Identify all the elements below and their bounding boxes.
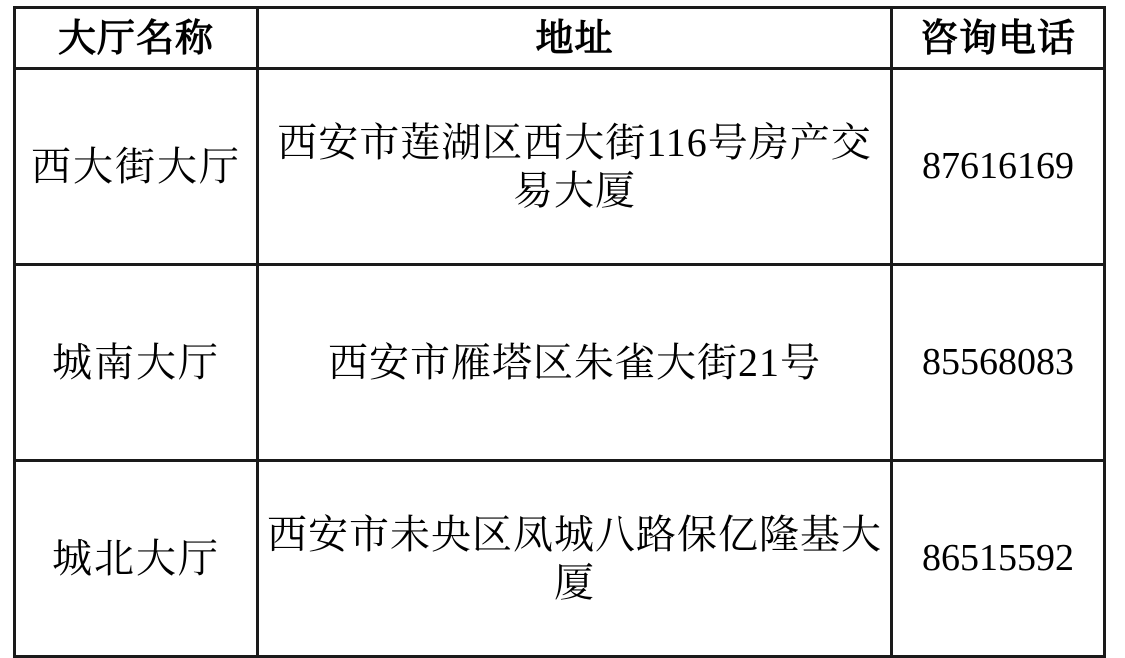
table-row bbox=[15, 69, 1105, 265]
cell-hall-name: 城南大厅 bbox=[15, 265, 258, 461]
cell-phone: 85568083 bbox=[892, 265, 1105, 461]
table-header-row bbox=[15, 8, 1105, 69]
cell-phone: 86515592 bbox=[892, 461, 1105, 657]
hall-contact-table bbox=[13, 6, 1106, 658]
cell-address: 西安市未央区凤城八路保亿隆基大厦 bbox=[258, 461, 892, 657]
table-header bbox=[15, 8, 1105, 69]
cell-address: 西安市雁塔区朱雀大街21号 bbox=[258, 265, 892, 461]
hall-contact-table-container bbox=[13, 6, 1103, 658]
cell-phone: 87616169 bbox=[892, 69, 1105, 265]
table-row bbox=[15, 461, 1105, 657]
column-header-address: 地址 bbox=[258, 8, 892, 69]
table-body bbox=[15, 69, 1105, 657]
column-header-hall-name: 大厅名称 bbox=[15, 8, 258, 69]
cell-address: 西安市莲湖区西大街116号房产交易大厦 bbox=[258, 69, 892, 265]
cell-hall-name: 西大街大厅 bbox=[15, 69, 258, 265]
table-row bbox=[15, 265, 1105, 461]
column-header-phone: 咨询电话 bbox=[892, 8, 1105, 69]
cell-hall-name: 城北大厅 bbox=[15, 461, 258, 657]
